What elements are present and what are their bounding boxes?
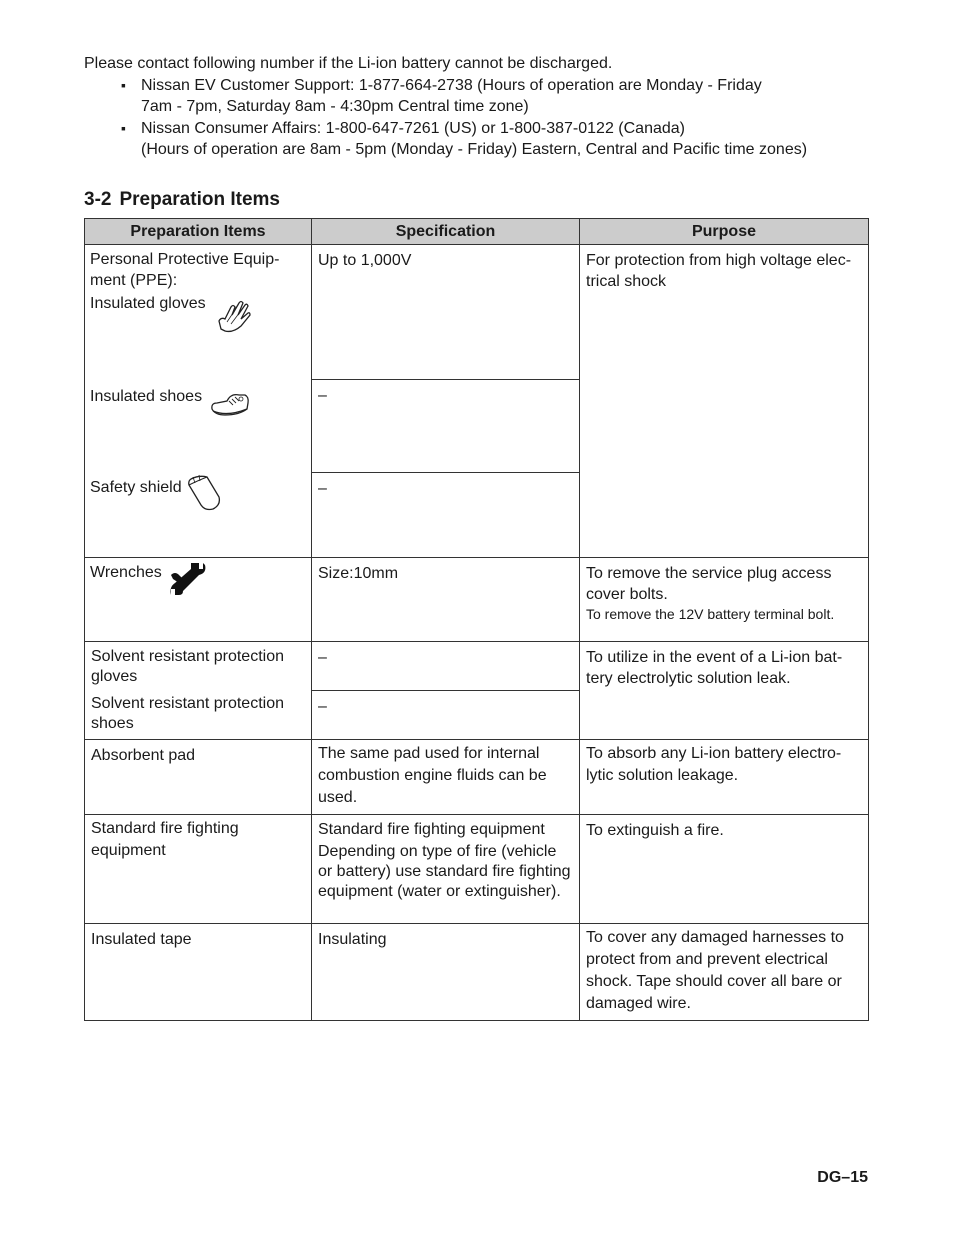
shoes-spec: – bbox=[312, 380, 580, 473]
list-item bbox=[84, 118, 884, 161]
solvent-gloves-label: Solvent resistant protection gloves bbox=[91, 648, 284, 685]
intro-block bbox=[84, 53, 884, 161]
contact-list bbox=[84, 75, 884, 161]
contact-line: (Hours of operation are 8am - 5pm (Monday - Friday) Eastern, Central and Pacific time zones) bbox=[141, 141, 808, 158]
section-number: 3-2 bbox=[84, 189, 112, 210]
tape-spec: Insulating bbox=[312, 924, 580, 1021]
contact-line: Nissan Consumer Affairs: 1-800-647-7261 (US) or 1-800-387-0122 (Canada) bbox=[141, 119, 685, 137]
table-row bbox=[85, 924, 869, 1021]
ppe-cell bbox=[85, 245, 312, 558]
ppe-shield-label: Safety shield bbox=[90, 479, 182, 496]
safety-shield-icon bbox=[185, 473, 225, 513]
solvent-shoes-spec: – bbox=[312, 691, 580, 740]
contact-line: Nissan EV Customer Support: 1-877-664-2738 (Hours of operation are Monday - Friday bbox=[141, 76, 762, 94]
fire-label: Standard fire fighting equipment bbox=[85, 815, 312, 924]
table-row bbox=[85, 815, 869, 924]
fire-spec bbox=[312, 815, 580, 924]
absorbent-spec: The same pad used for internal combustion engine fluids can be used. bbox=[312, 740, 580, 815]
solvent-shoes-label: Solvent resistant protection shoes bbox=[91, 695, 284, 732]
list-item bbox=[84, 75, 884, 118]
column-header: Purpose bbox=[580, 219, 869, 245]
table-header-row bbox=[85, 219, 869, 245]
wrenches-purpose-main: To remove the service plug access cover bolts. bbox=[586, 565, 832, 603]
ppe-purpose: For protection from high voltage elec-trical shock bbox=[580, 245, 869, 558]
tape-label: Insulated tape bbox=[85, 924, 312, 1021]
absorbent-label: Absorbent pad bbox=[85, 740, 312, 815]
wrenches-purpose-note: To remove the 12V battery terminal bolt. bbox=[586, 606, 835, 622]
section-title: Preparation Items bbox=[119, 189, 280, 210]
wrench-icon bbox=[169, 561, 207, 597]
wrenches-cell bbox=[85, 558, 312, 642]
wrenches-label: Wrenches bbox=[90, 564, 162, 581]
fire-spec-note: Depending on type of fire (vehicle or battery) use standard fire fighting equipment (water or extinguisher). bbox=[318, 843, 571, 900]
column-header: Preparation Items bbox=[85, 219, 312, 245]
wrenches-spec: Size:10mm bbox=[312, 558, 580, 642]
fire-purpose: To extinguish a fire. bbox=[580, 815, 869, 924]
bullet-icon: ▪ bbox=[121, 119, 126, 136]
shield-spec: – bbox=[312, 473, 580, 558]
gloves-spec: Up to 1,000V bbox=[312, 245, 580, 380]
ppe-title: Personal Protective Equip-ment (PPE): bbox=[90, 251, 280, 289]
solvent-gloves-spec: – bbox=[312, 642, 580, 691]
preparation-table bbox=[84, 218, 869, 1021]
wrenches-purpose bbox=[580, 558, 869, 642]
contact-line: 7am - 7pm, Saturday 8am - 4:30pm Central time zone) bbox=[141, 98, 529, 115]
fire-spec-main: Standard fire fighting equipment bbox=[318, 821, 545, 838]
table-row bbox=[85, 245, 869, 380]
bullet-icon: ▪ bbox=[121, 76, 126, 93]
section-heading bbox=[84, 189, 280, 211]
column-header: Specification bbox=[312, 219, 580, 245]
solvent-cell bbox=[85, 642, 312, 740]
page-number: DG–15 bbox=[817, 1169, 868, 1186]
tape-purpose: To cover any damaged harnesses to protect from and prevent electrical shock. Tape should cover all bare or damaged wire. bbox=[580, 924, 869, 1021]
table-row bbox=[85, 642, 869, 691]
shoes-icon bbox=[209, 389, 251, 419]
solvent-purpose: To utilize in the event of a Li-ion bat-tery electrolytic solution leak. bbox=[580, 642, 869, 740]
table-row bbox=[85, 558, 869, 642]
ppe-gloves-label: Insulated gloves bbox=[90, 295, 206, 312]
ppe-shoes-label: Insulated shoes bbox=[90, 388, 203, 405]
gloves-icon bbox=[215, 295, 255, 333]
table-row bbox=[85, 740, 869, 815]
absorbent-purpose: To absorb any Li-ion battery electro-lytic solution leakage. bbox=[580, 740, 869, 815]
intro-text: Please contact following number if the Li-ion battery cannot be discharged. bbox=[84, 55, 613, 72]
